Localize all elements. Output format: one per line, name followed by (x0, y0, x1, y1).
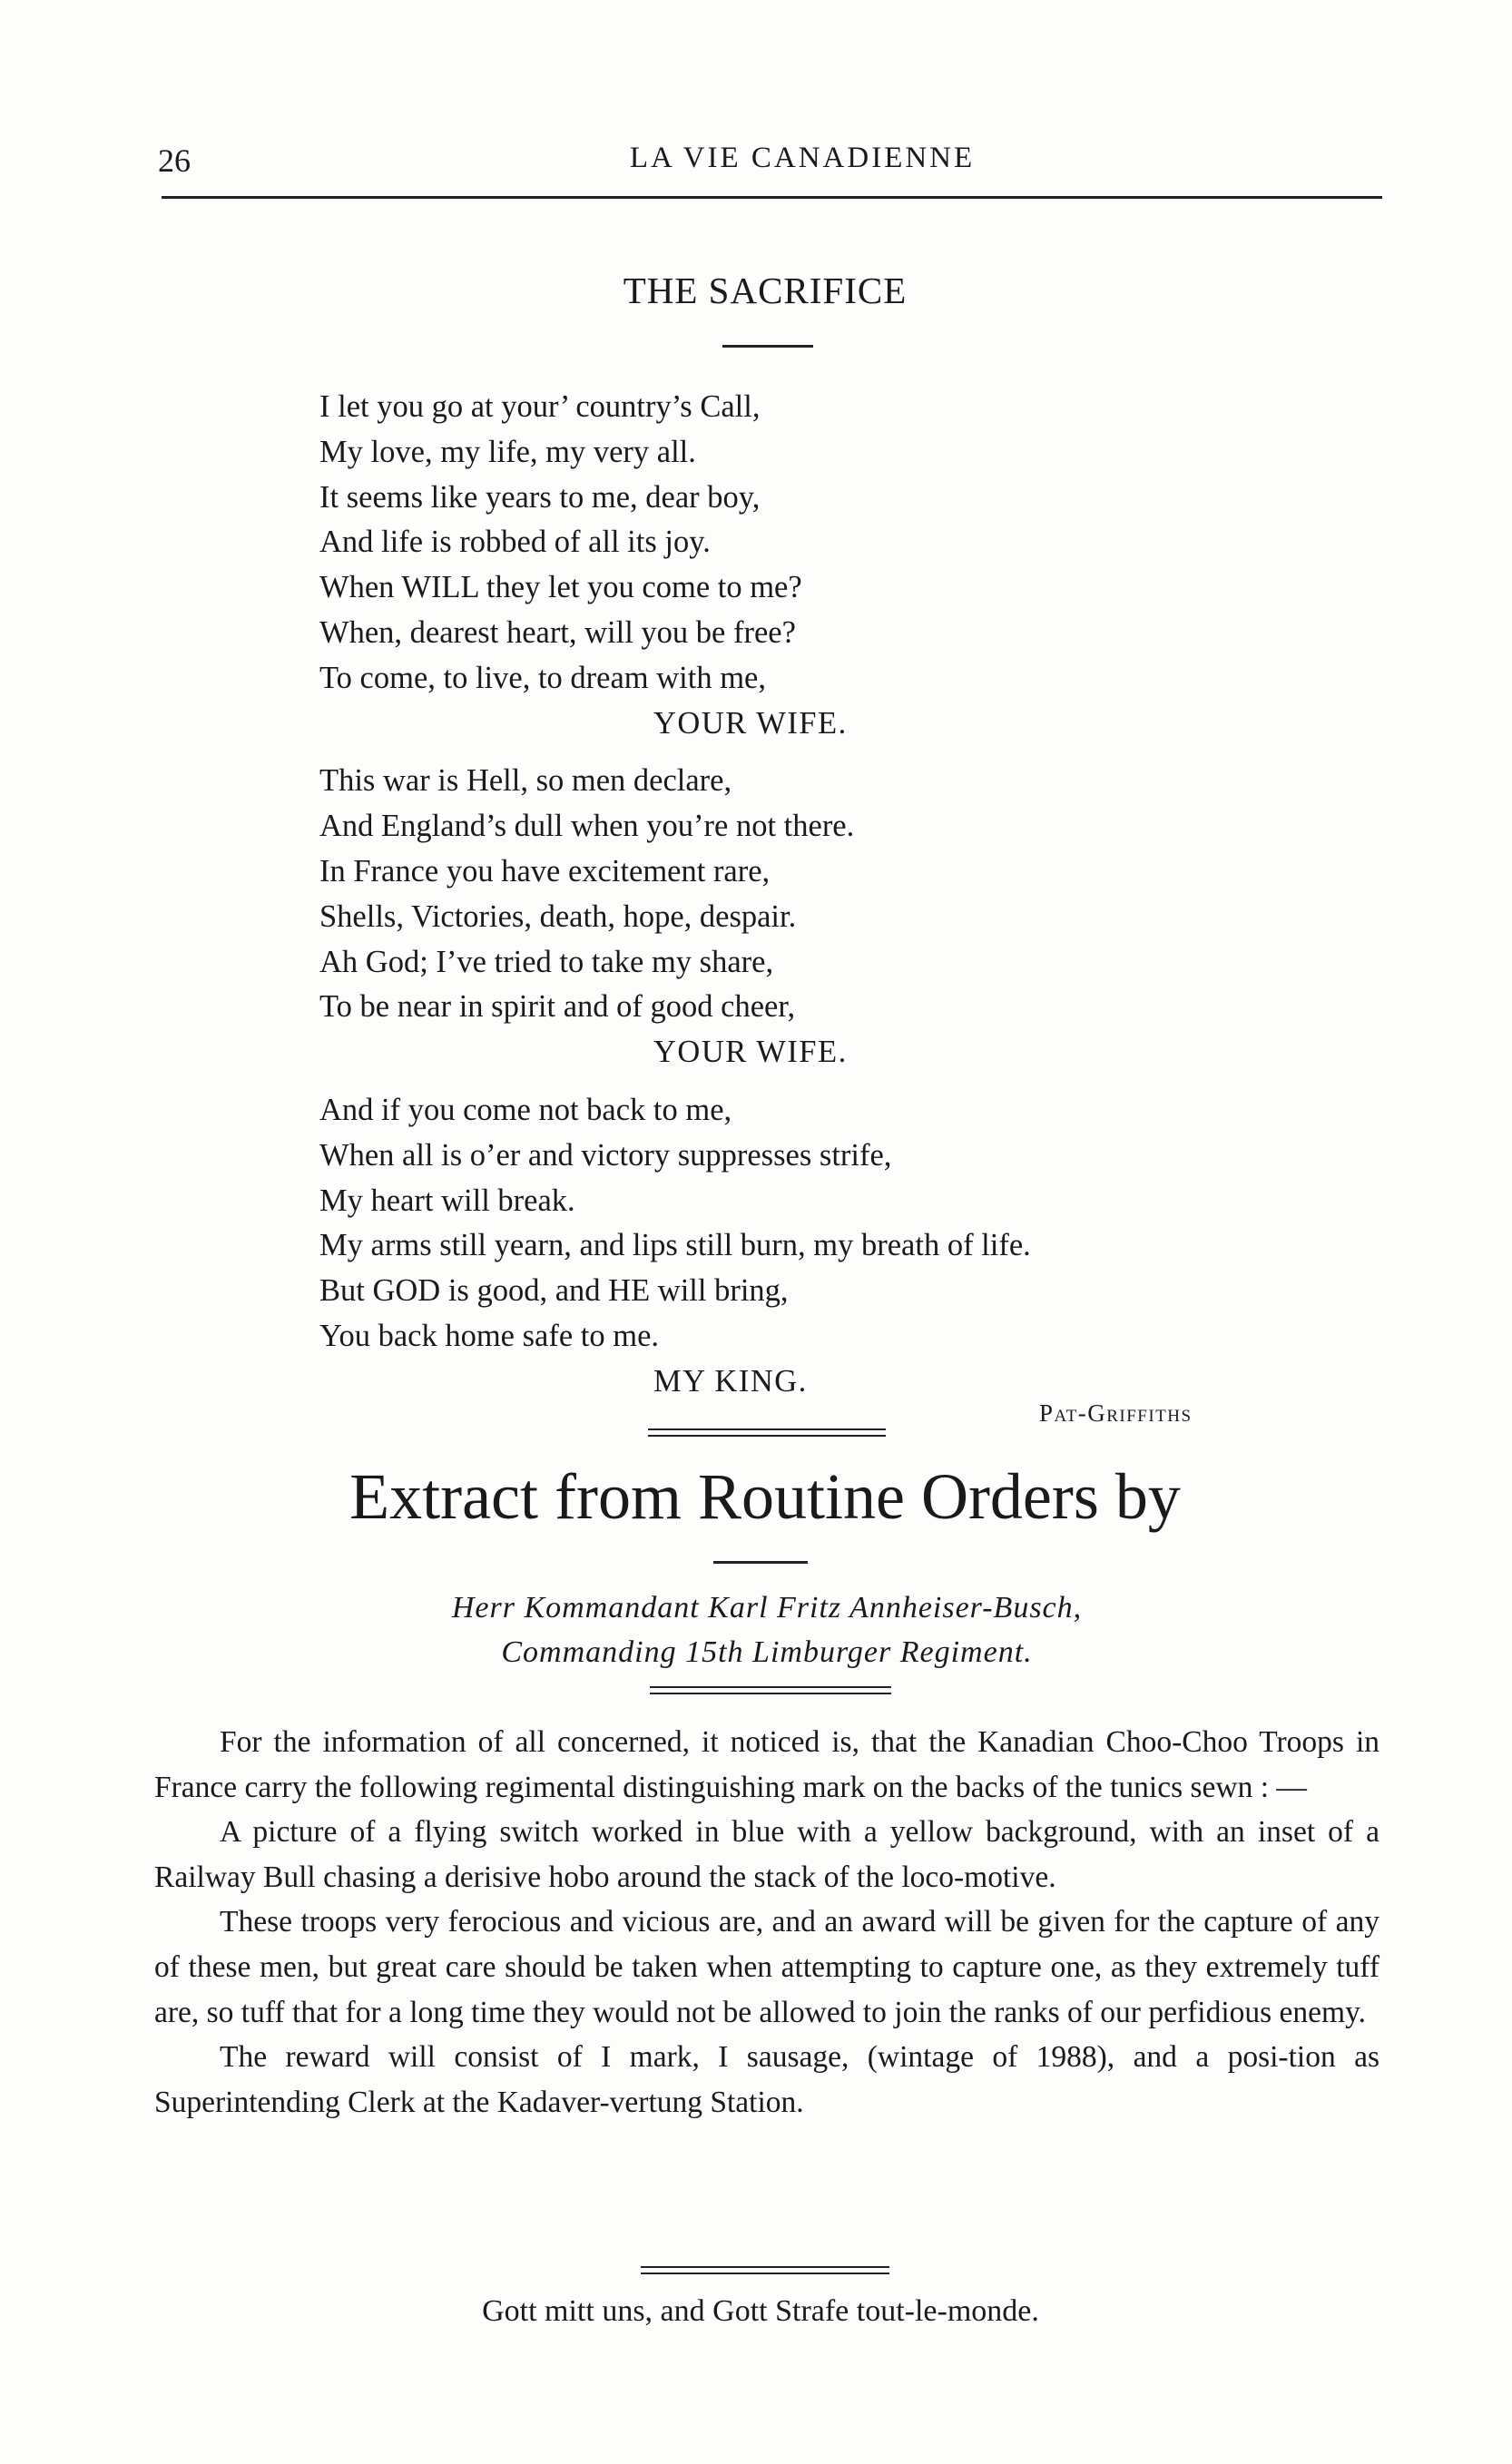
poem-line: When, dearest heart, will you be free? (319, 614, 796, 650)
poem-line: In France you have excitement rare, (319, 853, 771, 888)
article-paragraph: The reward will consist of I mark, I sausage, (wintage of 1988), and a posi-tion as Superintending Clerk at the Kadaver-vertung Station. (154, 2040, 1379, 2119)
poem-body (319, 385, 1227, 1405)
running-head (156, 134, 1379, 189)
poem-stanza (319, 1088, 1227, 1405)
poem-line: My love, my life, my very all. (319, 434, 696, 469)
article-paragraph: A picture of a flying switch worked in blue with a yellow background, with an inset of a Railway Bull chasing a derisive hobo around the stack of the loco-motive. (154, 1815, 1379, 1894)
article-byline: Commanding 15th Limburger Regiment. (501, 1635, 1033, 1669)
article-paragraph: These troops very ferocious and vicious are, and an award will be given for the capture of any of these men, but great care should be taken when attempting to capture one, as they extremely tuff are, so tuff that for a long time they would not be allowed to join the ranks of our perfidious enemy. (154, 1905, 1379, 2029)
title-rule (722, 345, 813, 348)
poem-line: To come, to live, to dream with me, (319, 660, 766, 695)
stanza-gap (319, 746, 1227, 759)
article-title-rule (713, 1561, 808, 1564)
poem-line: This war is Hell, so men declare, (319, 763, 732, 799)
poem-line: Shells, Victories, death, hope, despair. (319, 898, 797, 934)
poem-line: I let you go at your’ country’s Call, (319, 389, 761, 424)
poem-line: And England’s dull when you’re not there. (319, 809, 855, 844)
stanza-signature: YOUR WIFE. (653, 1035, 848, 1070)
stanza-signature: YOUR WIFE. (653, 705, 848, 741)
header-rule (162, 196, 1382, 199)
page-number: 26 (158, 142, 191, 179)
article-paragraph: For the information of all concerned, it noticed is, that the Kanadian Choo-Choo Troops in France carry the following regimental distinguishing mark on the backs of the tunics sewn : — (154, 1725, 1379, 1804)
poem-title: THE SACRIFICE (623, 270, 908, 311)
poem-line: And if you come not back to me, (319, 1092, 732, 1127)
poem-line: Ah God; I’ve tried to take my share, (319, 944, 774, 979)
closing-divider (641, 2266, 889, 2274)
article-body (154, 1720, 1379, 2125)
poem-line: But GOD is good, and HE will bring, (319, 1273, 789, 1309)
poem-line: My arms still yearn, and lips still burn, my breath of life. (319, 1228, 1031, 1263)
closing-motto: Gott mitt uns, and Gott Strafe tout-le-monde. (482, 2294, 1039, 2328)
poem-line: It seems like years to me, dear boy, (319, 479, 761, 515)
article-byline: Herr Kommandant Karl Fritz Annheiser-Busch, (451, 1591, 1083, 1625)
article-title: Extract from Routine Orders by (349, 1460, 1181, 1533)
poem-stanza (319, 385, 1227, 746)
poem-line: To be near in spirit and of good cheer, (319, 989, 796, 1025)
poem-line: When WILL they let you come to me? (319, 570, 802, 605)
poem-line: And life is robbed of all its joy. (319, 525, 711, 560)
poem-line: My heart will break. (319, 1183, 575, 1218)
poem-author: Pat-Griffiths (1039, 1399, 1193, 1427)
poem-stanza (319, 759, 1227, 1075)
poem-line: You back home safe to me. (319, 1318, 660, 1353)
poem-line: When all is o’er and victory suppresses strife, (319, 1137, 892, 1173)
section-divider (648, 1428, 886, 1437)
stanza-signature: MY KING. (653, 1363, 808, 1399)
journal-title: LA VIE CANADIENNE (629, 142, 976, 174)
byline-divider (650, 1686, 891, 1694)
stanza-gap (319, 1075, 1227, 1088)
